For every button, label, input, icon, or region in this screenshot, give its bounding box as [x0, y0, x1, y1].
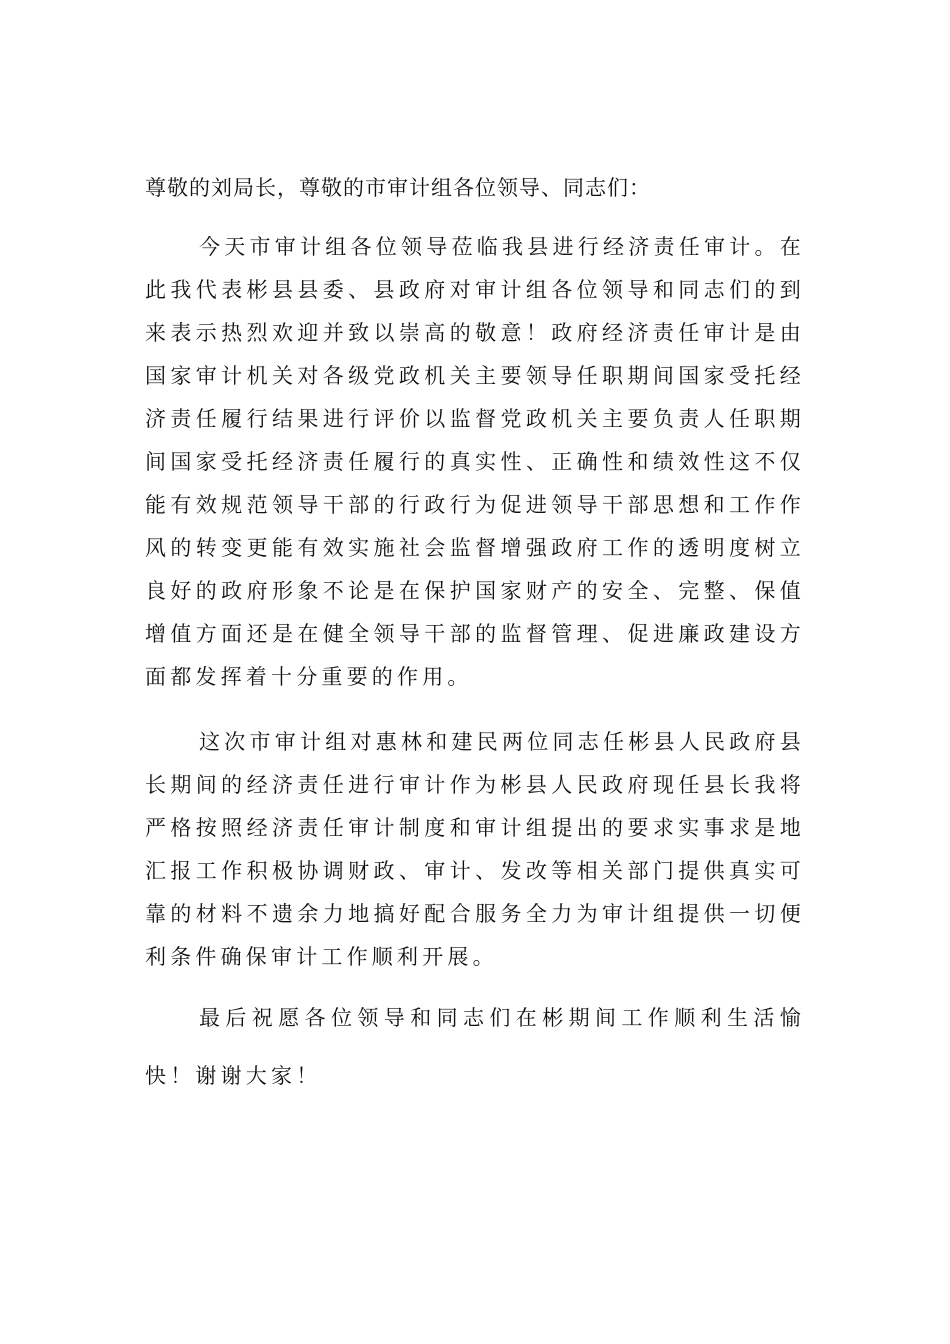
document-body	[145, 164, 805, 1105]
salutation: 尊敬的刘局长，尊敬的市审计组各位领导、同志们：	[145, 176, 651, 200]
paragraph-welcome: 今天市审计组各位领导莅临我县进行经济责任审计。在此我代表彬县县委、县政府对审计组各位领导和同志们的到来表示热烈欢迎并致以崇高的敬意！政府经济责任审计是由国家审计机关对各级党政机关主要领导任职期间国家受托经济责任履行结果进行评价以监督党政机关主要负责人任职期间国家受托经济责任履行的真实性、正确性和绩效性这不仅能有效规范领导干部的行政行为促进领导干部思想和工作作风的转变更能有效实施社会监督增强政府工作的透明度树立良好的政府形象不论是在保护国家财产的安全、完整、保值增值方面还是在健全领导干部的监督管理、促进廉政建设方面都发挥着十分重要的作用。	[145, 235, 805, 689]
paragraph-audit-commitment: 这次市审计组对惠林和建民两位同志任彬县人民政府县长期间的经济责任进行审计作为彬县人民政府现任县长我将严格按照经济责任审计制度和审计组提出的要求实事求是地汇报工作积极协调财政、审计、发改等相关部门提供真实可靠的材料不遗余力地搞好配合服务全力为审计组提供一切便利条件确保审计工作顺利开展。	[145, 730, 805, 969]
paragraph-closing: 最后祝愿各位领导和同志们在彬期间工作顺利生活愉快！谢谢大家！	[145, 1006, 805, 1088]
